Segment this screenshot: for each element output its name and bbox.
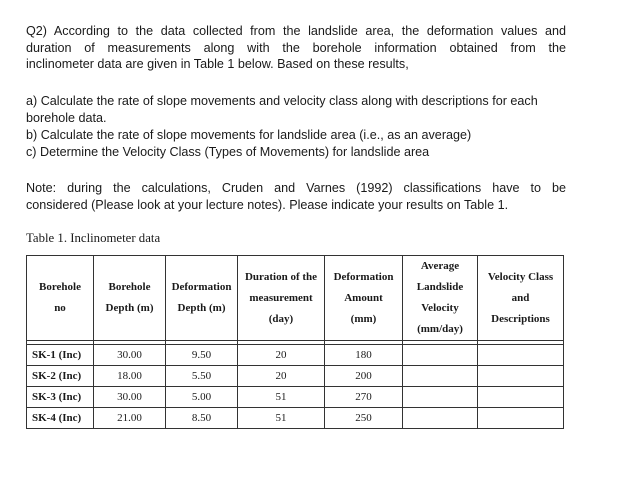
cell-velocity [403, 345, 478, 366]
note-line: Note: during the calculations, Cruden and Varnes (1992) classifications have to be [26, 181, 566, 195]
table-row [27, 387, 564, 408]
cell-depth: 18.00 [94, 366, 166, 387]
cell-amount: 270 [325, 387, 403, 408]
part-a-line: a) Calculate the rate of slope movements and velocity class along with descriptions for each [26, 94, 538, 108]
header-deformation-amount: Deformation Amount (mm) [325, 256, 403, 341]
cell-amount: 250 [325, 408, 403, 429]
cell-velocity [403, 366, 478, 387]
cell-borehole: SK-1 (Inc) [27, 345, 94, 366]
part-c [26, 144, 566, 161]
cell-class [478, 366, 564, 387]
cell-class [478, 345, 564, 366]
cell-borehole: SK-3 (Inc) [27, 387, 94, 408]
header-deformation-depth: Deformation Depth (m) [166, 256, 238, 341]
cell-borehole: SK-4 (Inc) [27, 408, 94, 429]
part-b [26, 127, 566, 144]
table-row [27, 345, 564, 366]
cell-amount: 180 [325, 345, 403, 366]
part-b-line: b) Calculate the rate of slope movements for landslide area (i.e., as an average) [26, 128, 472, 142]
header-borehole-depth: Borehole Depth (m) [94, 256, 166, 341]
part-a [26, 93, 566, 126]
cell-velocity [403, 408, 478, 429]
table-row [27, 366, 564, 387]
cell-velocity [403, 387, 478, 408]
cell-deformation-depth: 5.50 [166, 366, 238, 387]
part-c-line: c) Determine the Velocity Class (Types of Movements) for landslide area [26, 145, 430, 159]
cell-duration: 51 [238, 408, 325, 429]
question-line: duration of measurements along with the borehole information obtained from the [26, 40, 566, 55]
table-row [27, 408, 564, 429]
cell-amount: 200 [325, 366, 403, 387]
note [26, 180, 566, 213]
header-velocity-class: Velocity Class and Descriptions [478, 256, 564, 341]
cell-deformation-depth: 8.50 [166, 408, 238, 429]
cell-deformation-depth: 5.00 [166, 387, 238, 408]
cell-deformation-depth: 9.50 [166, 345, 238, 366]
cell-duration: 20 [238, 366, 325, 387]
cell-class [478, 387, 564, 408]
part-a-line: borehole data. [26, 110, 107, 125]
cell-depth: 30.00 [94, 345, 166, 366]
header-borehole-no: Borehole no [27, 256, 94, 341]
question-line: inclinometer data are given in Table 1 below. Based on these results, [26, 57, 409, 71]
table-caption: Table 1. Inclinometer data [26, 231, 161, 245]
cell-duration: 20 [238, 345, 325, 366]
header-average-velocity: Average Landslide Velocity (mm/day) [403, 256, 478, 341]
cell-duration: 51 [238, 387, 325, 408]
table-header-row [27, 256, 564, 341]
cell-borehole: SK-2 (Inc) [27, 366, 94, 387]
question-intro [26, 23, 566, 73]
cell-depth: 21.00 [94, 408, 166, 429]
cell-depth: 30.00 [94, 387, 166, 408]
question-line: Q2) According to the data collected from the landslide area, the deformation values and [26, 24, 566, 38]
header-duration: Duration of the measurement (day) [238, 256, 325, 341]
cell-class [478, 408, 564, 429]
inclinometer-table [26, 255, 564, 429]
note-line: considered (Please look at your lecture notes). Please indicate your results on Table 1. [26, 197, 509, 212]
